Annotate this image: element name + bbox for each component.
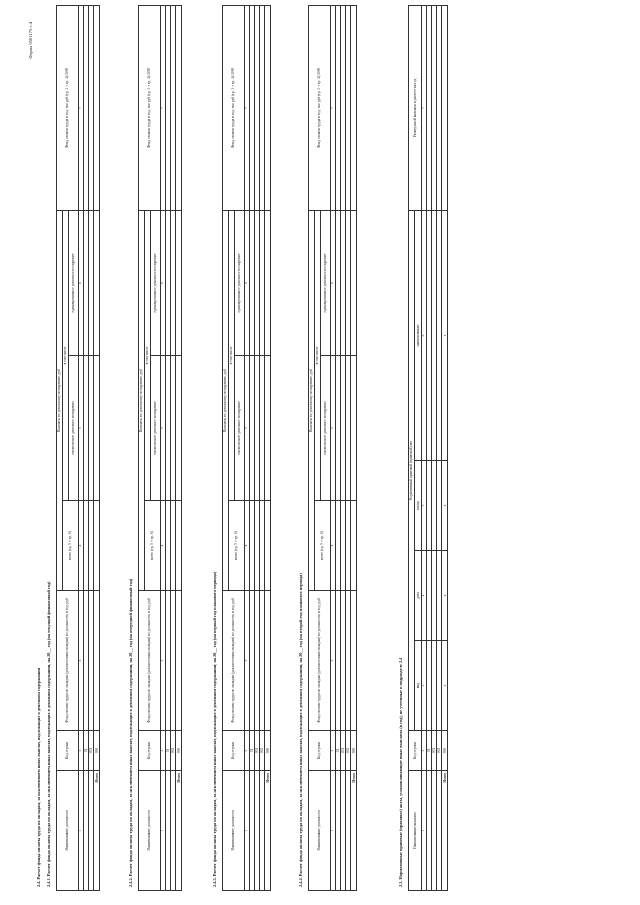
total-code: 900 (442, 731, 448, 771)
header-payment-amount: Размер иной выплаты в расчете на год (409, 5, 422, 210)
total-label: Итого (176, 771, 182, 891)
col-number: 3 (161, 591, 166, 731)
table-2-4-1 (56, 5, 100, 891)
row-code: 002 (260, 731, 265, 771)
section-2-4-title: 2.4. Расчет фонда оплаты труда по окладам, за исключением иных выплат, подлежащих в денежном содержании (36, 667, 41, 887)
header-salary-fund: Фонд оплаты труда по окладам (должностным окладам) по должности, в год, руб (223, 591, 245, 731)
total-mark: x (442, 641, 448, 731)
col-number: 6 (245, 210, 250, 355)
col-number: 1 (79, 771, 84, 891)
col-number: 4 (161, 501, 166, 591)
header-row-code: Код строки (57, 731, 79, 771)
col-number: 7 (331, 5, 336, 210)
header-including: в том числе (63, 210, 69, 500)
row-code: 002 (346, 731, 351, 771)
total-mark: x (442, 210, 448, 460)
total-code: 900 (351, 731, 357, 771)
col-number: 4 (422, 551, 427, 641)
header-including: в том числе (315, 210, 321, 500)
section-2-4-2-title: 2.4.2. Расчет фонда оплаты труда по окладам, за исключением иных выплат, подлежащих в денежном содержании, на 20__ год (на очередной финансовый год) (128, 578, 133, 887)
header-total: всего (гр. 5 + гр. 6) (63, 501, 79, 591)
header-total: всего (гр. 5 + гр. 6) (145, 501, 161, 591)
header-total: всего (гр. 5 + гр. 6) (229, 501, 245, 591)
section-2-4-1-title: 2.4.1. Расчет фонда оплаты труда по окладам, за исключением иных выплат, подлежащих в денежном содержании, на 20__ год (на текущий финансовый год) (46, 581, 51, 887)
total-label: Итого (442, 771, 448, 891)
col-number: 6 (422, 210, 427, 460)
row-code: 01 (336, 731, 341, 771)
total-mark: x (442, 551, 448, 641)
col-number: 2 (79, 731, 84, 771)
header-year-fund: Фонд оплаты труда в год, тыс руб (гр. 3 + гр. 4)/1000 (139, 5, 161, 210)
header-position-name: Наименование должности (223, 771, 245, 891)
row-code: 002 (171, 731, 176, 771)
col-number: 7 (245, 5, 250, 210)
col-number: 1 (245, 771, 250, 891)
header-position-name: Наименование должности (139, 771, 161, 891)
header-payments-group: Выплаты по денежному поощрению, руб (57, 210, 63, 590)
header-row-code: Код строки (309, 731, 331, 771)
header-monthly-bonus: ежемесячное денежное поощрение (69, 356, 79, 501)
total-label: Итого (94, 771, 100, 891)
total-label: Итого (351, 771, 357, 891)
section-2-4-3-title: 2.4.3. Расчет фонда оплаты труда по окладам, за исключением иных выплат, подлежащих в денежном содержании, на 20__ год (на первый год планового периода) (212, 571, 217, 887)
total-code: 900 (176, 731, 182, 771)
row-code: 01 (166, 731, 171, 771)
total-label: Итого (265, 771, 271, 891)
header-other-bonus: единовременное денежное поощрение (321, 210, 331, 355)
col-number: 5 (331, 356, 336, 501)
table-2-4-3 (222, 5, 271, 891)
row-code: 001 (432, 731, 437, 771)
col-number: 2 (422, 731, 427, 771)
col-number: 6 (331, 210, 336, 355)
total-code: 900 (94, 731, 100, 771)
col-number: 6 (79, 210, 84, 355)
header-payments-group: Выплаты по денежному поощрению, руб (139, 210, 145, 590)
header-act-date: дата (415, 551, 422, 641)
total-mark: x (442, 461, 448, 551)
header-other-bonus: единовременное денежное поощрение (235, 210, 245, 355)
header-year-fund: Фонд оплаты труда в год, тыс руб (гр. 3 + гр. 4)/1000 (223, 5, 245, 210)
row-code: 001 (89, 731, 94, 771)
col-number: 2 (245, 731, 250, 771)
col-number: 7 (79, 5, 84, 210)
header-row-code: Код строки (409, 731, 422, 771)
header-position-name: Наименование должности (309, 771, 331, 891)
header-payments-group: Выплаты по денежному поощрению, руб (223, 210, 229, 590)
section-2-4-4-title: 2.4.4. Расчет фонда оплаты труда по окладам, за исключением иных выплат, подлежащих в денежном содержании, на 20__ год (на второй год планового периода) (298, 573, 303, 887)
col-number: 3 (331, 591, 336, 731)
table-2-5 (408, 5, 448, 891)
col-number: 1 (161, 771, 166, 891)
col-number: 3 (245, 591, 250, 731)
header-monthly-bonus: ежемесячное денежное поощрение (321, 356, 331, 501)
header-salary-fund: Фонд оплаты труда по окладам (должностным окладам) по должности, в год, руб (139, 591, 161, 731)
header-row-code: Код строки (139, 731, 161, 771)
row-code: 01 (250, 731, 255, 771)
header-legal-act-group: Нормативный правовой (правовой) акт (409, 210, 415, 730)
header-payments-group: Выплаты по денежному поощрению, руб (309, 210, 315, 590)
col-number: 7 (422, 5, 427, 210)
header-including: в том числе (145, 210, 151, 500)
header-total: всего (гр. 5 + гр. 6) (315, 501, 331, 591)
header-year-fund: Фонд оплаты труда в год, тыс руб (гр. 3 + гр. 4)/1000 (57, 5, 79, 210)
row-code: 001 (341, 731, 346, 771)
col-number: 1 (422, 771, 427, 891)
header-monthly-bonus: ежемесячное денежное поощрение (235, 356, 245, 501)
header-salary-fund: Фонд оплаты труда по окладам (должностным окладам) по должности, в год, руб (57, 591, 79, 731)
total-row (442, 5, 448, 890)
col-number: 6 (161, 210, 166, 355)
header-other-bonus: единовременное денежное поощрение (69, 210, 79, 355)
col-number: 3 (422, 641, 427, 731)
total-row (265, 5, 271, 890)
header-other-bonus: единовременное денежное поощрение (151, 210, 161, 355)
form-code: Форма 0501175 с.4 (28, 22, 33, 59)
col-number: 4 (331, 501, 336, 591)
row-code: 001 (255, 731, 260, 771)
total-row (94, 5, 100, 890)
col-number: 5 (245, 356, 250, 501)
row-code: 01 (84, 731, 89, 771)
col-number: 2 (161, 731, 166, 771)
row-code: 01 (427, 731, 432, 771)
table-2-4-4 (308, 5, 357, 891)
total-code: 900 (265, 731, 271, 771)
col-number: 4 (245, 501, 250, 591)
header-position-name: Наименование должности (57, 771, 79, 891)
col-number: 3 (79, 591, 84, 731)
col-number: 5 (422, 461, 427, 551)
col-number: 5 (161, 356, 166, 501)
col-number: 7 (161, 5, 166, 210)
header-act-kind: вид (415, 641, 422, 731)
header-including: в том числе (229, 210, 235, 500)
col-number: 1 (331, 771, 336, 891)
row-code: 002 (437, 731, 442, 771)
total-row (351, 5, 357, 890)
total-row (176, 5, 182, 890)
col-number: 2 (331, 731, 336, 771)
section-2-5-title: 2.5. Нормативные правовые (правовые) акты, устанавливающие иные выплаты (в год), не учтенные в подразделе 2.4 (398, 657, 403, 887)
col-number: 5 (79, 356, 84, 501)
header-act-number: номер (415, 461, 422, 551)
header-row-code: Код строки (223, 731, 245, 771)
col-number: 4 (79, 501, 84, 591)
header-act-title: наименование (415, 210, 422, 460)
header-year-fund: Фонд оплаты труда в год, тыс руб (гр. 3 + гр. 4)/1000 (309, 5, 331, 210)
header-salary-fund: Фонд оплаты труда по окладам (должностным окладам) по должности, в год, руб (309, 591, 331, 731)
header-payment-name: Наименование выплаты (409, 771, 422, 891)
header-monthly-bonus: ежемесячное денежное поощрение (151, 356, 161, 501)
table-2-4-2 (138, 5, 182, 891)
